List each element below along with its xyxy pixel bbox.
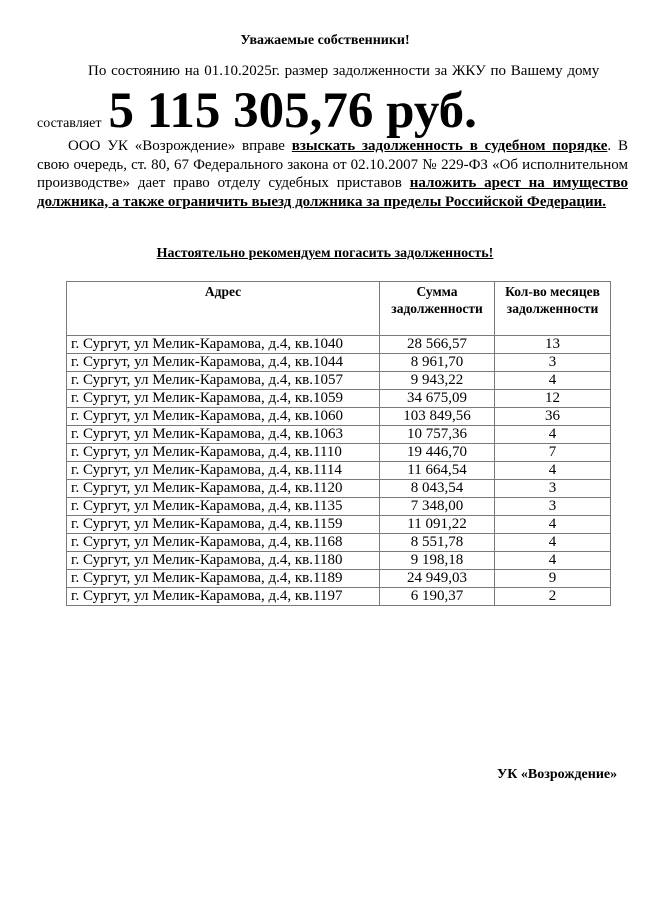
cell-sum: 8 961,70 (380, 354, 495, 372)
cell-months: 3 (495, 354, 611, 372)
table-row (67, 426, 611, 444)
legal-emphasis-2: наложить арест на имущество должника, а также ограничить выезд должника за пределы Российской Федерации. (37, 175, 628, 210)
cell-months: 4 (495, 426, 611, 444)
table-row (67, 498, 611, 516)
table-header-row (67, 282, 611, 336)
table-row (67, 354, 611, 372)
debtors-table (66, 281, 611, 606)
table-row (67, 444, 611, 462)
cell-sum: 34 675,09 (380, 390, 495, 408)
cell-months: 12 (495, 390, 611, 408)
cell-months: 4 (495, 372, 611, 390)
table-row (67, 588, 611, 606)
header-months: Кол-во месяцев задолженности (495, 282, 611, 336)
cell-address: г. Сургут, ул Мелик-Карамова, д.4, кв.1059 (67, 390, 380, 408)
table-row (67, 534, 611, 552)
header-sum: Сумма задолженности (380, 282, 495, 336)
cell-months: 3 (495, 480, 611, 498)
cell-address: г. Сургут, ул Мелик-Карамова, д.4, кв.1120 (67, 480, 380, 498)
cell-months: 4 (495, 534, 611, 552)
amount-prefix: составляет (37, 116, 102, 131)
cell-address: г. Сургут, ул Мелик-Карамова, д.4, кв.1114 (67, 462, 380, 480)
table-row (67, 516, 611, 534)
cell-address: г. Сургут, ул Мелик-Карамова, д.4, кв.1044 (67, 354, 380, 372)
table-row (67, 336, 611, 354)
total-debt-line (37, 82, 477, 140)
legal-emphasis-1: взыскать задолженность в судебном порядке (291, 138, 608, 154)
cell-sum: 8 043,54 (380, 480, 495, 498)
cell-sum: 103 849,56 (380, 408, 495, 426)
cell-address: г. Сургут, ул Мелик-Карамова, д.4, кв.1040 (67, 336, 380, 354)
cell-months: 13 (495, 336, 611, 354)
cell-sum: 6 190,37 (380, 588, 495, 606)
legal-paragraph (37, 137, 628, 211)
cell-sum: 11 664,54 (380, 462, 495, 480)
cell-sum: 9 198,18 (380, 552, 495, 570)
header-address: Адрес (67, 282, 380, 336)
recommendation-heading: Настоятельно рекомендуем погасить задолженность! (156, 246, 494, 261)
cell-address: г. Сургут, ул Мелик-Карамова, д.4, кв.1057 (67, 372, 380, 390)
legal-text-1: ООО УК «Возрождение» вправе (68, 138, 292, 154)
table-row (67, 480, 611, 498)
cell-sum: 10 757,36 (380, 426, 495, 444)
cell-address: г. Сургут, ул Мелик-Карамова, д.4, кв.1197 (67, 588, 380, 606)
table-body (67, 336, 611, 606)
cell-months: 9 (495, 570, 611, 588)
cell-months: 7 (495, 444, 611, 462)
intro-text: По состоянию на 01.10.2025г. размер задолженности за ЖКУ по Вашему дому (88, 63, 600, 79)
cell-address: г. Сургут, ул Мелик-Карамова, д.4, кв.1063 (67, 426, 380, 444)
cell-sum: 9 943,22 (380, 372, 495, 390)
cell-months: 4 (495, 516, 611, 534)
table-row (67, 372, 611, 390)
cell-address: г. Сургут, ул Мелик-Карамова, д.4, кв.1168 (67, 534, 380, 552)
cell-address: г. Сургут, ул Мелик-Карамова, д.4, кв.1135 (67, 498, 380, 516)
cell-months: 2 (495, 588, 611, 606)
cell-address: г. Сургут, ул Мелик-Карамова, д.4, кв.1180 (67, 552, 380, 570)
signature: УК «Возрождение» (497, 767, 618, 782)
cell-address: г. Сургут, ул Мелик-Карамова, д.4, кв.1159 (67, 516, 380, 534)
cell-sum: 8 551,78 (380, 534, 495, 552)
legal-text-2: . В свою очередь, ст. 80, 67 Федерального закона от 02.10.2007 № 229-ФЗ «Об исполнительном производстве» дает право отделу судебных приставов (37, 138, 628, 191)
cell-sum: 7 348,00 (380, 498, 495, 516)
table-row (67, 390, 611, 408)
cell-sum: 11 091,22 (380, 516, 495, 534)
table-row (67, 462, 611, 480)
cell-months: 4 (495, 552, 611, 570)
cell-months: 4 (495, 462, 611, 480)
cell-months: 36 (495, 408, 611, 426)
cell-months: 3 (495, 498, 611, 516)
total-debt-amount: 5 115 305,76 руб. (108, 83, 477, 139)
cell-sum: 19 446,70 (380, 444, 495, 462)
table-row (67, 408, 611, 426)
cell-sum: 28 566,57 (380, 336, 495, 354)
table-row (67, 552, 611, 570)
cell-address: г. Сургут, ул Мелик-Карамова, д.4, кв.1110 (67, 444, 380, 462)
cell-address: г. Сургут, ул Мелик-Карамова, д.4, кв.1060 (67, 408, 380, 426)
table-row (67, 570, 611, 588)
cell-sum: 24 949,03 (380, 570, 495, 588)
cell-address: г. Сургут, ул Мелик-Карамова, д.4, кв.1189 (67, 570, 380, 588)
greeting-heading: Уважаемые собственники! (240, 33, 410, 48)
